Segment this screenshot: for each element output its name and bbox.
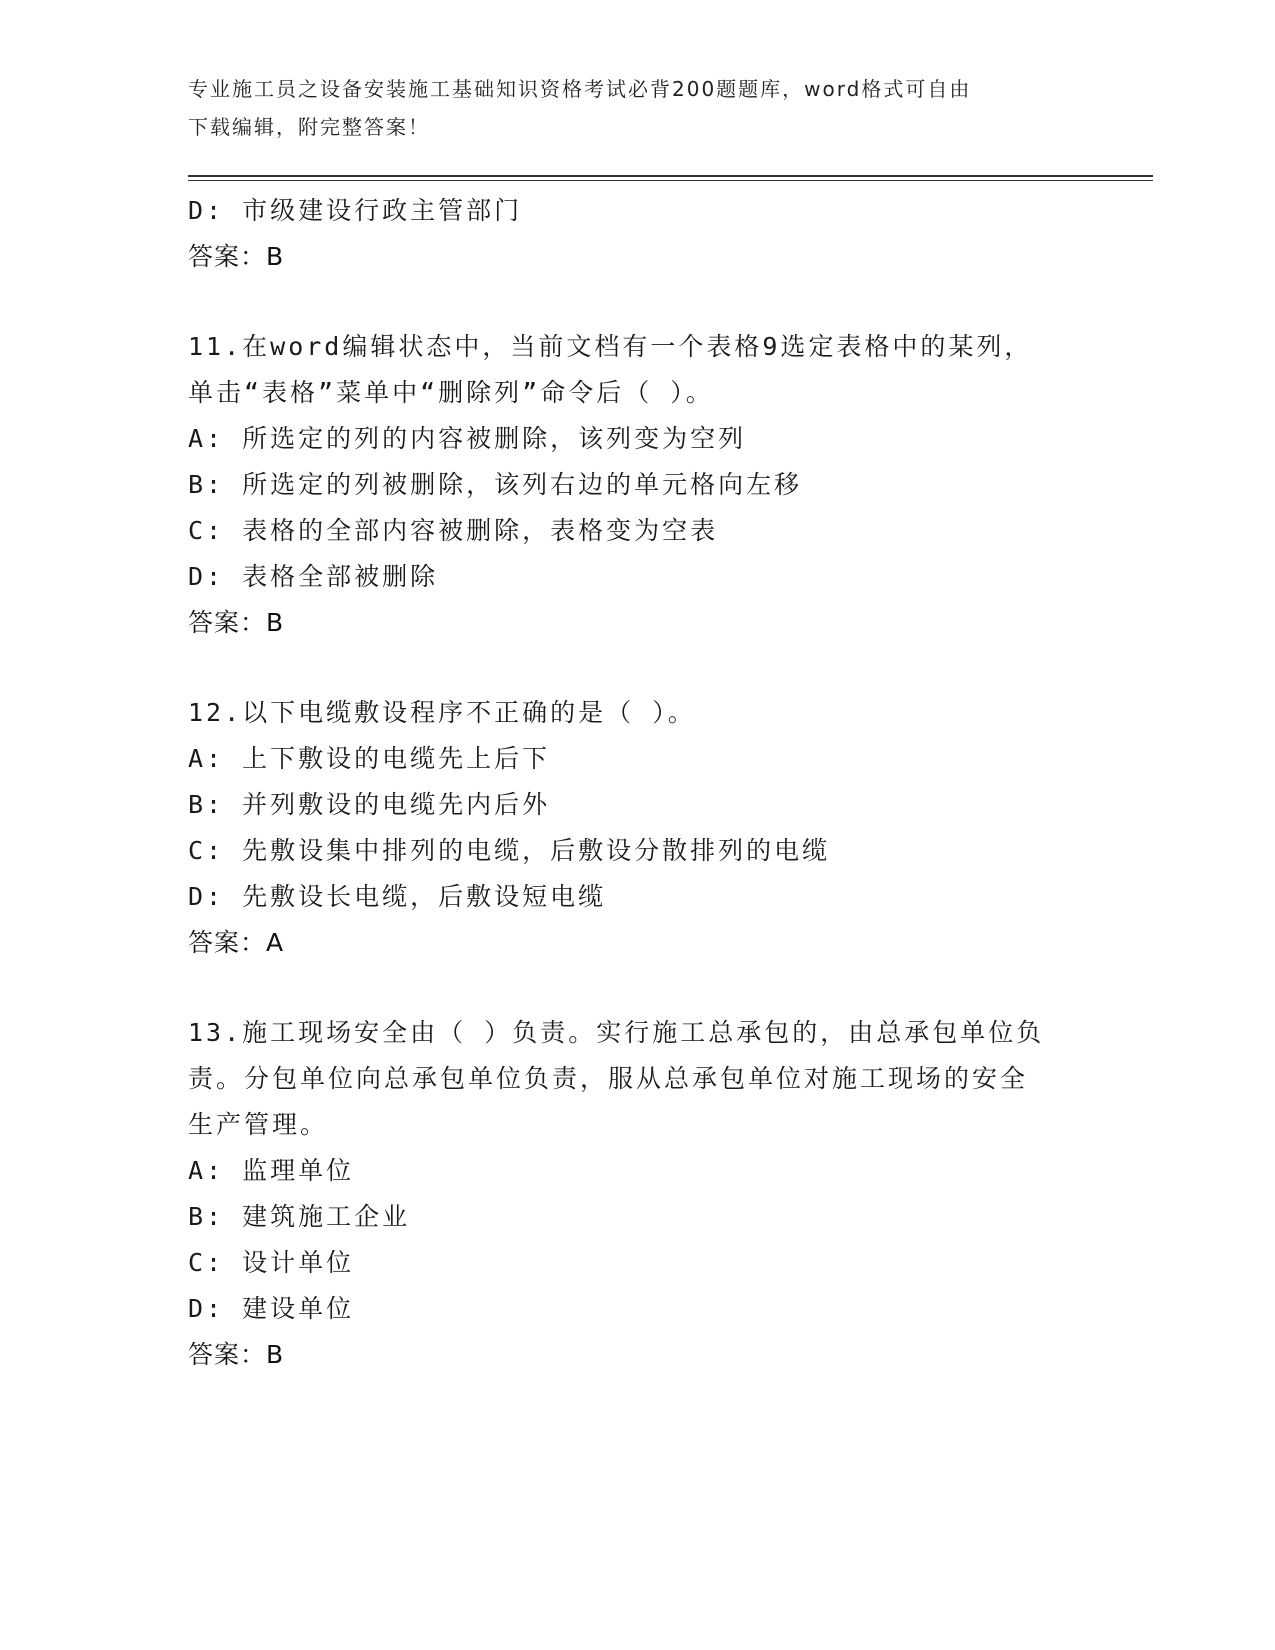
question-stem-line: 13.施工现场安全由（ ）负责。实行施工总承包的，由总承包单位负 [188, 1018, 1045, 1047]
option-b: B: 并列敷设的电缆先内后外 [188, 790, 551, 819]
header-title-line-2: 下载编辑，附完整答案！ [188, 115, 430, 139]
question-spacer [188, 966, 1088, 1010]
answer-label: 答案： [188, 608, 267, 637]
answer-value: B [266, 608, 285, 637]
question-stem-line: 12.以下电缆敷设程序不正确的是（ ）。 [188, 698, 696, 727]
answer-value: B [266, 242, 285, 271]
question-stem [188, 324, 1088, 416]
question-stem [188, 1010, 1088, 1148]
option-b: B: 建筑施工企业 [188, 1202, 411, 1231]
option-d: D: 市级建设行政主管部门 [188, 196, 523, 225]
answer-label: 答案： [188, 242, 267, 271]
question-11 [188, 324, 1088, 646]
question-stem-line: 单击“表格”菜单中“删除列”命令后（ ）。 [188, 378, 714, 407]
question-stem-line: 生产管理。 [188, 1110, 329, 1139]
option-c: C: 先敷设集中排列的电缆，后敷设分散排列的电缆 [188, 836, 831, 865]
header-title-line-1: 专业施工员之设备安装施工基础知识资格考试必背200题题库，word格式可自由 [188, 77, 972, 101]
document-header [188, 70, 1088, 146]
option-b: B: 所选定的列被删除，该列右边的单元格向左移 [188, 470, 803, 499]
answer-label: 答案： [188, 1340, 267, 1369]
question-stem [188, 690, 1088, 736]
question-spacer [188, 280, 1088, 324]
question-10-tail [188, 188, 1088, 280]
document-body [188, 188, 1088, 1378]
header-divider [188, 175, 1153, 181]
question-stem-line: 11.在word编辑状态中，当前文档有一个表格9选定表格中的某列， [188, 332, 1033, 361]
option-a: A: 所选定的列的内容被删除，该列变为空列 [188, 424, 747, 453]
question-spacer [188, 646, 1088, 690]
question-12 [188, 690, 1088, 966]
option-d: D: 表格全部被删除 [188, 562, 439, 591]
answer-value: A [266, 928, 285, 957]
question-13 [188, 1010, 1088, 1378]
answer-line [188, 600, 1088, 646]
answer-value: B [266, 1340, 285, 1369]
option-a: A: 上下敷设的电缆先上后下 [188, 744, 551, 773]
option-c: C: 设计单位 [188, 1248, 355, 1277]
option-d: D: 先敷设长电缆，后敷设短电缆 [188, 882, 607, 911]
option-d: D: 建设单位 [188, 1294, 355, 1323]
answer-line [188, 920, 1088, 966]
option-c: C: 表格的全部内容被删除，表格变为空表 [188, 516, 719, 545]
option-a: A: 监理单位 [188, 1156, 355, 1185]
question-stem-line: 责。分包单位向总承包单位负责，服从总承包单位对施工现场的安全 [188, 1064, 1029, 1093]
answer-label: 答案： [188, 928, 267, 957]
answer-line [188, 234, 1088, 280]
answer-line [188, 1332, 1088, 1378]
